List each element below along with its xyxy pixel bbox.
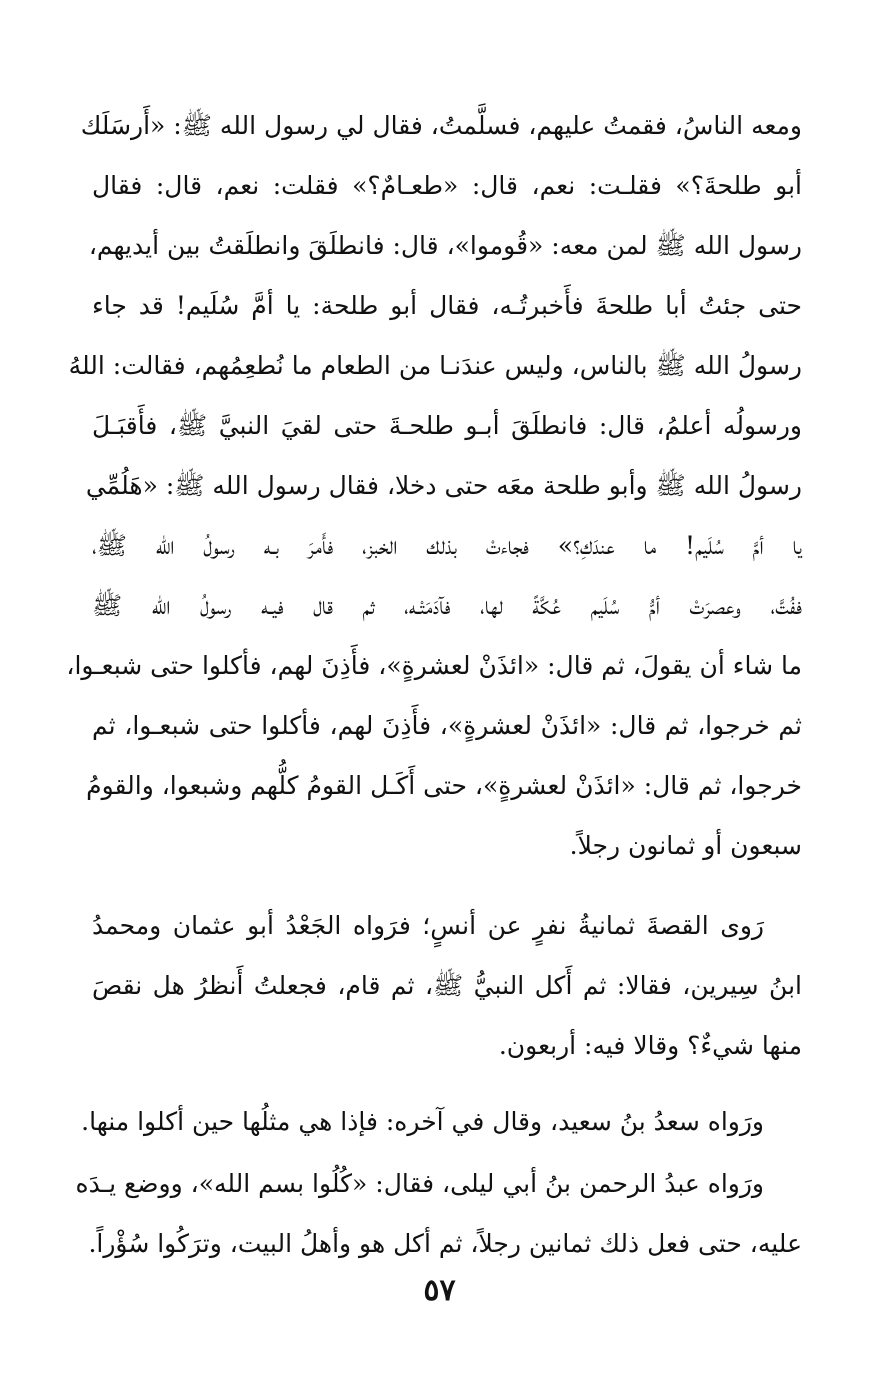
text-line: يا أمَّ سُلَيم! ما عندَكِ؟» فجاءتْ بذلك الخبز، فأَمرَ بـه رسولُ الله ﷺ، bbox=[92, 531, 802, 560]
text-line: ثم خرجوا، ثم قال: «ائذَنْ لعشرةٍ»، فأَذِنَ لهم، فأكلوا حتى شبعـوا، ثم bbox=[92, 711, 802, 740]
text-line: رَوى القصةَ ثمانيةُ نفرٍ عن أنسٍ؛ فرَواه الجَعْدُ أبو عثمان ومحمدُ bbox=[92, 911, 764, 940]
text-line: ففُتَّ، وعصرَتْ أمُّ سُلَيم عُكَّةً لها، فآدَمَتْـه، ثم قال فيـه رسولُ الله ﷺ bbox=[92, 591, 802, 620]
text-line: أبو طلحةَ؟» فقلـت: نعم، قال: «طعـامٌ؟» فقلت: نعم، قال: فقال bbox=[92, 171, 802, 200]
text-line: رسولُ الله ﷺ بالناس، وليس عندَنـا من الطعام ما نُطعِمُهم، فقالت: اللهُ bbox=[68, 351, 802, 380]
text-line: ورَواه عبدُ الرحمن بنُ أبي ليلى، فقال: «كُلُوا بسم الله»، ووضع يـدَه bbox=[75, 1169, 764, 1198]
page-number: ٥٧ bbox=[423, 1273, 456, 1308]
text-line: ابنُ سِيرين، فقالا: ثم أَكل النبيُّ ﷺ، ثم قام، فجعلتُ أَنظرُ هل نقصَ bbox=[92, 971, 802, 1000]
text-line: رسول الله ﷺ لمن معه: «قُوموا»، قال: فانطلَقَ وانطلَقتُ بين أيديهم، bbox=[88, 231, 802, 260]
text-line: منها شيءٌ؟ وقالا فيه: أربعون. bbox=[498, 1031, 802, 1060]
text-line: حتى جئتُ أبا طلحةَ فأَخبرتُـه، فقال أبو طلحة: يا أمَّ سُلَيم! قد جاء bbox=[92, 291, 802, 320]
page-body bbox=[66, 96, 802, 1274]
text-line: ومعه الناسُ، فقمتُ عليهم، فسلَّمتُ، فقال لي رسول الله ﷺ: «أَرسَلَك bbox=[80, 111, 802, 140]
paragraph-abdulrahman-narration bbox=[75, 1154, 802, 1274]
text-line: رسولُ الله ﷺ وأبو طلحة معَه حتى دخلا، فقال رسول الله ﷺ: «هَلُمِّي bbox=[85, 471, 802, 500]
paragraph-hadith-narration bbox=[66, 96, 802, 876]
text-line: ورَواه سعدُ بنُ سعيد، وقال في آخره: فإذا هي مثلُها حين أكلوا منها. bbox=[81, 1107, 764, 1136]
text-line: ما شاء أن يقولَ، ثم قال: «ائذَنْ لعشرةٍ»، فأَذِنَ لهم، فأكلوا حتى شبعـوا، bbox=[66, 651, 802, 680]
text-line: عليه، حتى فعل ذلك ثمانين رجلاً، ثم أكل هو وأهلُ البيت، وترَكُوا سُؤْراً. bbox=[88, 1229, 802, 1258]
text-line: خرجوا، ثم قال: «ائذَنْ لعشرةٍ»، حتى أَكَـل القومُ كلُّهم وشبعوا، والقومُ bbox=[86, 771, 802, 800]
text-line: سبعون أو ثمانون رجلاً. bbox=[569, 831, 802, 860]
paragraph-saad-narration bbox=[81, 1092, 802, 1152]
paragraph-narrators bbox=[92, 896, 802, 1076]
text-line: ورسولُه أعلمُ، قال: فانطلَقَ أبـو طلحـةَ حتى لقيَ النبيَّ ﷺ، فأَقبَـلَ bbox=[92, 411, 802, 440]
